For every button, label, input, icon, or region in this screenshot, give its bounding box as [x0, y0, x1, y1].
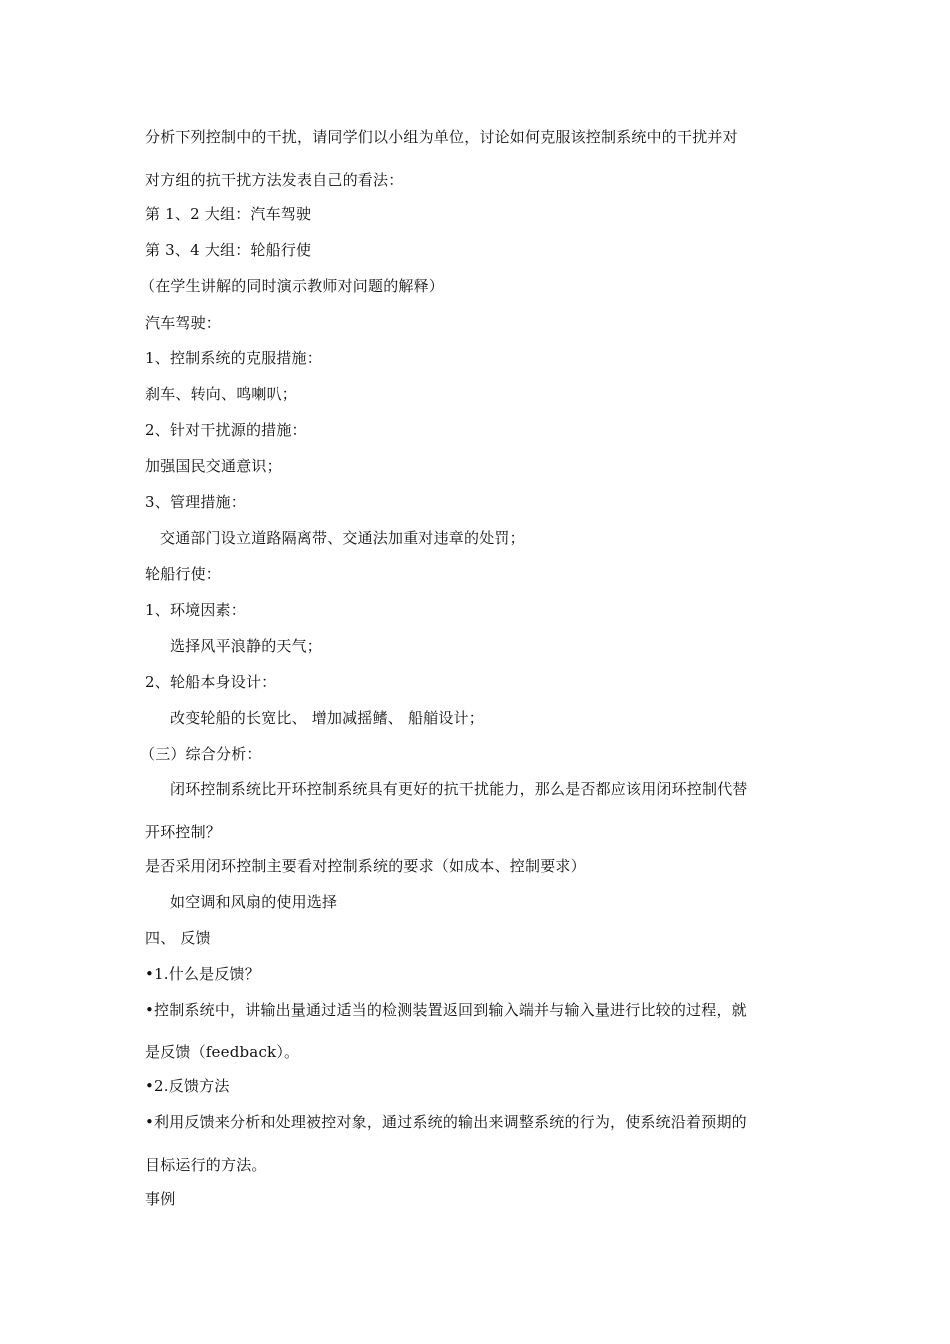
group-3-4: 第 3、4 大组：轮船行使 [145, 241, 312, 259]
analysis-example: 如空调和风扇的使用选择 [170, 893, 338, 911]
car-item-2: 2、针对干扰源的措施： [145, 421, 307, 439]
paragraph-intro-line2: 对方组的抗干扰方法发表自己的看法： [145, 171, 404, 189]
heading-car-driving: 汽车驾驶： [145, 314, 222, 332]
heading-example: 事例 [145, 1190, 176, 1208]
car-item-3-detail: 交通部门设立道路隔离带、交通法加重对违章的处罚； [160, 529, 525, 547]
feedback-q1: •1.什么是反馈？ [145, 965, 260, 983]
feedback-q2: •2.反馈方法 [145, 1077, 230, 1095]
car-item-2-detail: 加强国民交通意识； [145, 457, 282, 475]
feedback-def-line1: •控制系统中，讲输出量通过适当的检测装置返回到输入端并与输入量进行比较的过程，就 [145, 1001, 747, 1019]
feedback-def-line2: 是反馈（feedback）。 [145, 1043, 300, 1061]
feedback-method-line1: •利用反馈来分析和处理被控对象，通过系统的输出来调整系统的行为，使系统沿着预期的 [145, 1113, 747, 1131]
car-item-1-detail: 刹车、转向、鸣喇叭； [145, 385, 298, 403]
analysis-line3: 是否采用闭环控制主要看对控制系统的要求（如成本、控制要求） [145, 857, 586, 875]
heading-analysis: （三）综合分析： [140, 745, 262, 763]
car-item-1: 1、控制系统的克服措施： [145, 349, 322, 367]
ship-item-1: 1、环境因素： [145, 601, 246, 619]
ship-item-1-detail: 选择风平浪静的天气； [170, 637, 323, 655]
car-item-3: 3、管理措施： [145, 493, 246, 511]
heading-feedback: 四、 反馈 [145, 929, 211, 947]
ship-item-2-detail: 改变轮船的长宽比、 增加减摇鳍、 船艏设计； [170, 709, 484, 727]
paragraph-intro-line1: 分析下列控制中的干扰，请同学们以小组为单位，讨论如何克服该控制系统中的干扰并对 [145, 128, 738, 146]
analysis-line2: 开环控制？ [145, 823, 222, 841]
ship-item-2: 2、轮船本身设计： [145, 673, 277, 691]
group-1-2: 第 1、2 大组：汽车驾驶 [145, 205, 312, 223]
heading-ship: 轮船行使： [145, 565, 222, 583]
feedback-method-line2: 目标运行的方法。 [145, 1156, 267, 1174]
analysis-line1: 闭环控制系统比开环控制系统具有更好的抗干扰能力，那么是否都应该用闭环控制代替 [170, 780, 748, 798]
note-demo: （在学生讲解的同时演示教师对问题的解释） [140, 277, 445, 295]
